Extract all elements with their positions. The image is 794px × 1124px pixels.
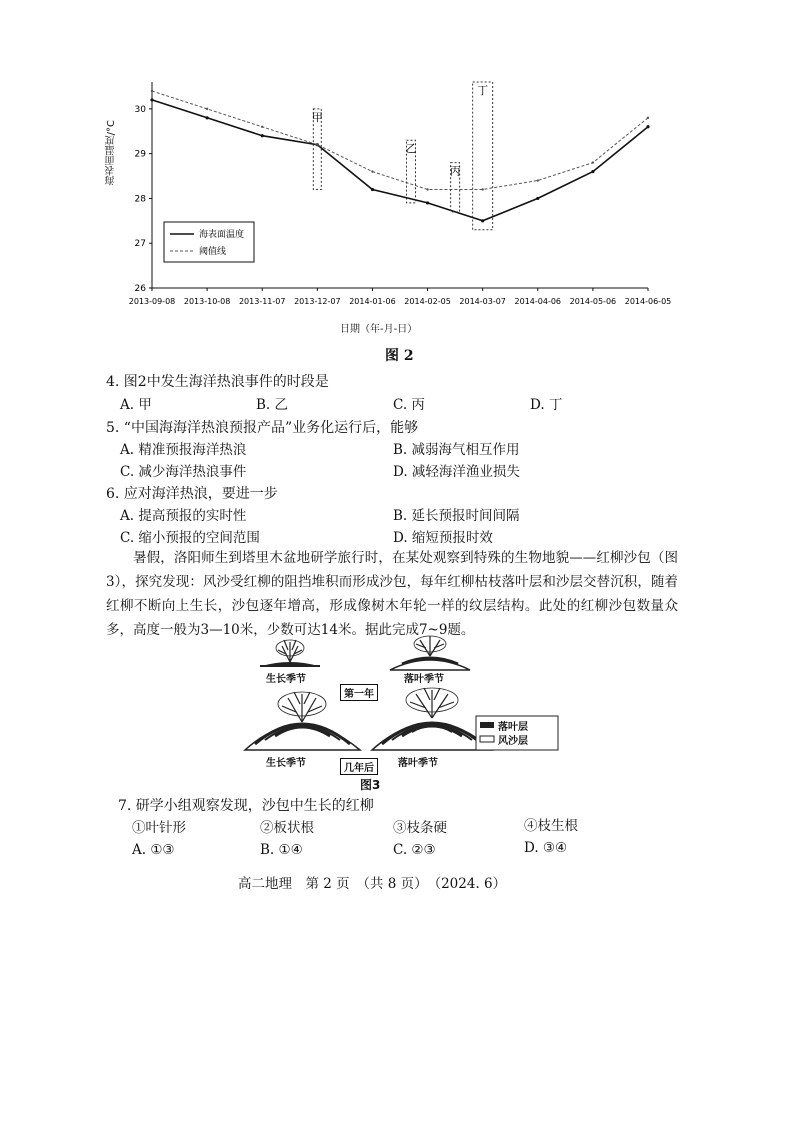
fig3-label-growing-2: 生长季节 bbox=[266, 758, 306, 769]
y-tick-label: 28 bbox=[134, 194, 146, 205]
threshold-point bbox=[371, 170, 373, 172]
x-tick-label: 2013-10-08 bbox=[183, 297, 231, 306]
fig3-label-leaffall-2: 落叶季节 bbox=[398, 758, 438, 769]
passage: 暑假，洛阳师生到塔里木盆地研学旅行时，在某处观察到特殊的生物地貌——红柳沙包（图3），探究发现：风沙受红柳的阻挡堆积而形成沙包，每年红柳枯枝落叶层和沙层交替沉积，随着红柳不断向上生长，沙包逐年增高，形成像树木年轮一样的纹层结构。此处的红柳沙包数量众多，高度一般为3—10米，少数可达14米。据此完成7~9题。 bbox=[106, 550, 678, 638]
threshold-series-line bbox=[152, 91, 648, 190]
sst-point bbox=[371, 188, 374, 191]
x-tick-label: 2014-04-06 bbox=[514, 297, 562, 306]
chart-x-axis-label: 日期（年-月-日） bbox=[340, 324, 418, 335]
sst-point bbox=[206, 116, 209, 119]
figure2-caption: 图 2 bbox=[385, 348, 414, 364]
y-tick-label: 29 bbox=[134, 149, 146, 160]
mound-large-leaffall bbox=[372, 688, 492, 750]
sst-chart bbox=[100, 70, 672, 340]
q7-item-3: ③枝条硬 bbox=[393, 820, 447, 836]
x-tick-label: 2013-11-07 bbox=[238, 297, 286, 306]
x-tick-label: 2014-02-05 bbox=[404, 297, 451, 306]
q7-option-a[interactable]: A. ①③ bbox=[132, 842, 175, 858]
sst-point bbox=[536, 197, 539, 200]
sst-point bbox=[261, 134, 264, 137]
q7-item-1: ①叶针形 bbox=[132, 820, 186, 836]
q5-option-b[interactable]: B. 减弱海气相互作用 bbox=[393, 442, 520, 458]
q6-option-a[interactable]: A. 提高预报的实时性 bbox=[120, 508, 247, 524]
question-7-stem: 7. 研学小组观察发现，沙包中生长的红柳 bbox=[118, 798, 374, 814]
fig3-label-growing-1: 生长季节 bbox=[266, 674, 306, 685]
threshold-point bbox=[592, 161, 594, 163]
question-5-stem: 5. “中国海海洋热浪预报产品”业务化运行后，能够 bbox=[106, 420, 419, 436]
legend-sst-label: 海表面温度 bbox=[199, 230, 245, 240]
x-tick-label: 2014-05-06 bbox=[569, 297, 617, 306]
q7-option-c[interactable]: C. ②③ bbox=[393, 842, 436, 858]
sst-point bbox=[591, 170, 594, 173]
q6-option-d[interactable]: D. 缩短预报时效 bbox=[393, 530, 493, 546]
threshold-point bbox=[426, 188, 428, 190]
event-label-3: 丙 bbox=[449, 164, 461, 178]
mound-small-leaffall bbox=[390, 636, 470, 670]
q4-option-d[interactable]: D. 丁 bbox=[530, 397, 563, 413]
fig3-label-first-year: 第一年 bbox=[340, 684, 378, 701]
x-tick-label: 2014-01-06 bbox=[349, 297, 396, 306]
threshold-point bbox=[537, 179, 539, 181]
mound-small-growing bbox=[260, 640, 320, 666]
question-4-stem: 4. 图2中发生海洋热浪事件的时段是 bbox=[106, 374, 329, 390]
event-label-1: 甲 bbox=[311, 110, 323, 124]
x-tick-label: 2014-03-07 bbox=[459, 297, 506, 306]
q7-item-2: ②板状根 bbox=[260, 820, 314, 836]
fig3-label-years-later: 几年后 bbox=[340, 758, 378, 775]
y-tick-label: 30 bbox=[134, 104, 146, 115]
threshold-point bbox=[206, 108, 208, 110]
q7-option-d[interactable]: D. ③④ bbox=[524, 840, 568, 856]
event-box-4 bbox=[473, 82, 493, 230]
legend-leaf-swatch bbox=[480, 722, 494, 728]
legend-sand-label: 风沙层 bbox=[498, 736, 528, 747]
y-tick-label: 26 bbox=[134, 284, 146, 294]
event-label-4: 丁 bbox=[477, 84, 489, 97]
q5-option-a[interactable]: A. 精准预报海洋热浪 bbox=[120, 442, 247, 458]
q7-option-b[interactable]: B. ①④ bbox=[260, 842, 303, 858]
threshold-point bbox=[647, 117, 649, 119]
threshold-point bbox=[261, 126, 263, 128]
q4-option-a[interactable]: A. 甲 bbox=[120, 397, 152, 413]
threshold-point bbox=[151, 90, 153, 92]
legend-sand-swatch bbox=[480, 736, 494, 742]
sst-point bbox=[426, 201, 429, 204]
question-6-stem: 6. 应对海洋热浪，要进一步 bbox=[106, 486, 278, 502]
q7-item-4: ④枝生根 bbox=[524, 818, 578, 834]
threshold-point bbox=[481, 188, 483, 190]
sst-series-line bbox=[152, 100, 648, 221]
legend-threshold-label: 阈值线 bbox=[199, 247, 227, 257]
sst-point bbox=[481, 219, 484, 222]
q5-option-c[interactable]: C. 减少海洋热浪事件 bbox=[120, 464, 247, 480]
q6-option-c[interactable]: C. 缩小预报的空间范围 bbox=[120, 530, 260, 546]
threshold-point bbox=[316, 143, 318, 145]
x-tick-label: 2013-12-07 bbox=[294, 297, 341, 306]
y-tick-label: 27 bbox=[134, 239, 146, 250]
chart-y-axis-label: 海表面温度/°C bbox=[106, 120, 117, 186]
legend-leaf-label: 落叶层 bbox=[498, 722, 528, 733]
sst-point bbox=[646, 125, 649, 128]
sst-point bbox=[150, 98, 153, 101]
q4-option-b[interactable]: B. 乙 bbox=[256, 397, 289, 413]
q5-option-d[interactable]: D. 减轻海洋渔业损失 bbox=[393, 464, 520, 480]
q6-option-b[interactable]: B. 延长预报时间间隔 bbox=[393, 508, 520, 524]
x-tick-label: 2014-06-05 bbox=[624, 297, 672, 306]
page-footer: 高二地理 第 2 页 （共 8 页） （2024. 6） bbox=[238, 876, 507, 892]
fig3-label-leaffall-1: 落叶季节 bbox=[404, 674, 444, 685]
q4-option-c[interactable]: C. 丙 bbox=[393, 397, 425, 413]
figure3-caption: 图3 bbox=[360, 778, 381, 792]
x-tick-label: 2013-09-08 bbox=[128, 297, 176, 306]
event-label-2: 乙 bbox=[405, 142, 417, 156]
